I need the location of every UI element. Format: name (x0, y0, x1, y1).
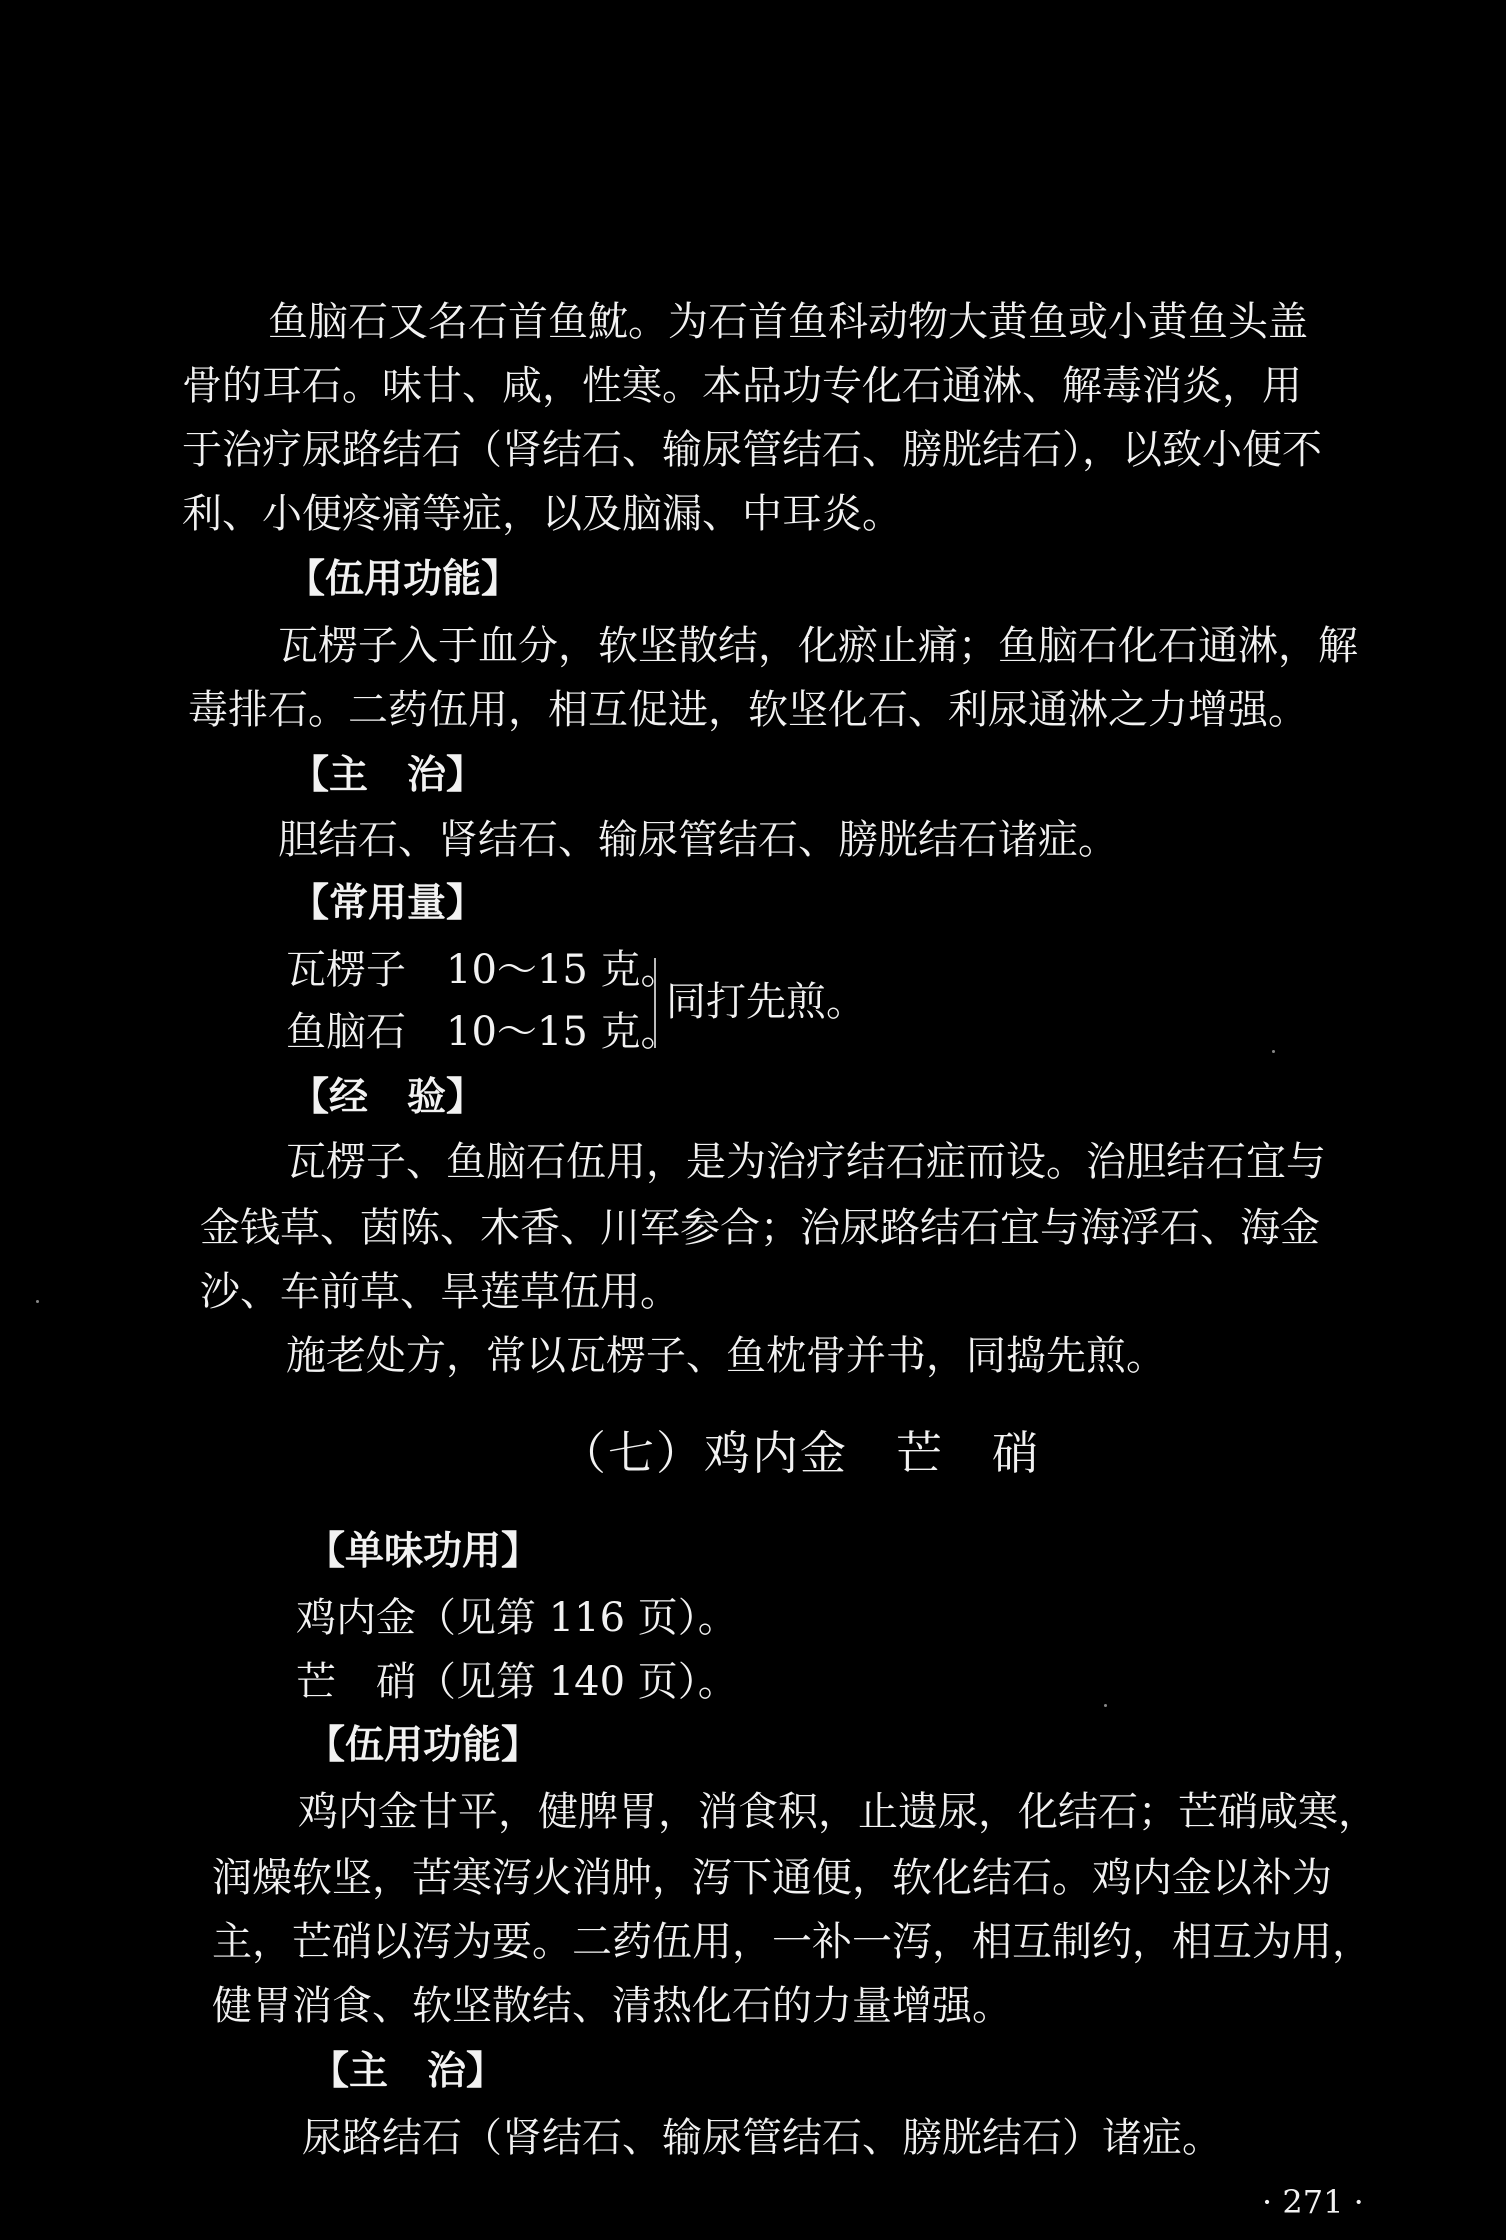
scan-speck (1272, 1050, 1275, 1053)
para-line: 主，芒硝以泻为要。二药伍用，一补一泻，相互制约，相互为用， (212, 1919, 1372, 1965)
dosage-brace (654, 958, 666, 1048)
dosage-note: 同打先煎。 (666, 979, 866, 1025)
para-line: 胆结石、肾结石、输尿管结石、膀胱结石诸症。 (278, 817, 1118, 863)
para-line: 健胃消食、软坚散结、清热化石的力量增强。 (212, 1983, 1012, 2029)
page-number: · 271 · (1262, 2183, 1364, 2221)
para-line: 鱼脑石又名石首鱼魫。为石首鱼科动物大黄鱼或小黄鱼头盖 (268, 299, 1308, 345)
section-heading-combo: 【伍用功能】 (306, 1723, 541, 1768)
para-line: 润燥软坚，苦寒泻火消肿，泻下通便，软化结石。鸡内金以补为 (212, 1855, 1332, 1901)
reference-line: 芒 硝（见第 140 页）。 (296, 1659, 738, 1705)
para-line: 施老处方，常以瓦楞子、鱼枕骨并书，同捣先煎。 (286, 1333, 1166, 1379)
para-line: 金钱草、茵陈、木香、川军参合；治尿路结石宜与海浮石、海金 (200, 1205, 1320, 1251)
section-heading-experience: 【经 验】 (290, 1075, 486, 1120)
para-line: 沙、车前草、旱莲草伍用。 (200, 1269, 680, 1315)
section-heading-treatment: 【主 治】 (310, 2049, 506, 2094)
para-line: 骨的耳石。味甘、咸，性寒。本品功专化石通淋、解毒消炎，用 (182, 363, 1302, 409)
dosage-line: 鱼脑石 10～15 克。 (286, 1009, 681, 1055)
section-title: （七）鸡内金 芒 硝 (560, 1426, 1040, 1480)
para-line: 鸡内金甘平，健脾胃，消食积，止遗尿，化结石；芒硝咸寒， (298, 1789, 1378, 1835)
scan-speck (36, 1300, 39, 1303)
section-heading-dosage: 【常用量】 (290, 881, 486, 926)
para-line: 尿路结石（肾结石、输尿管结石、膀胱结石）诸症。 (302, 2115, 1222, 2161)
reference-line: 鸡内金（见第 116 页）。 (296, 1595, 738, 1641)
section-heading-single: 【单味功用】 (306, 1529, 541, 1574)
section-heading-combo: 【伍用功能】 (286, 557, 521, 602)
para-line: 瓦楞子、鱼脑石伍用，是为治疗结石症而设。治胆结石宜与 (286, 1139, 1326, 1185)
scan-speck (1104, 1704, 1107, 1707)
section-heading-treatment: 【主 治】 (290, 753, 486, 798)
para-line: 于治疗尿路结石（肾结石、输尿管结石、膀胱结石），以致小便不 (182, 427, 1322, 473)
para-line: 利、小便疼痛等症，以及脑漏、中耳炎。 (182, 491, 902, 537)
para-line: 瓦楞子入于血分，软坚散结，化瘀止痛；鱼脑石化石通淋，解 (278, 623, 1358, 669)
dosage-line: 瓦楞子 10～15 克。 (286, 947, 681, 993)
para-line: 毒排石。二药伍用，相互促进，软坚化石、利尿通淋之力增强。 (188, 687, 1308, 733)
